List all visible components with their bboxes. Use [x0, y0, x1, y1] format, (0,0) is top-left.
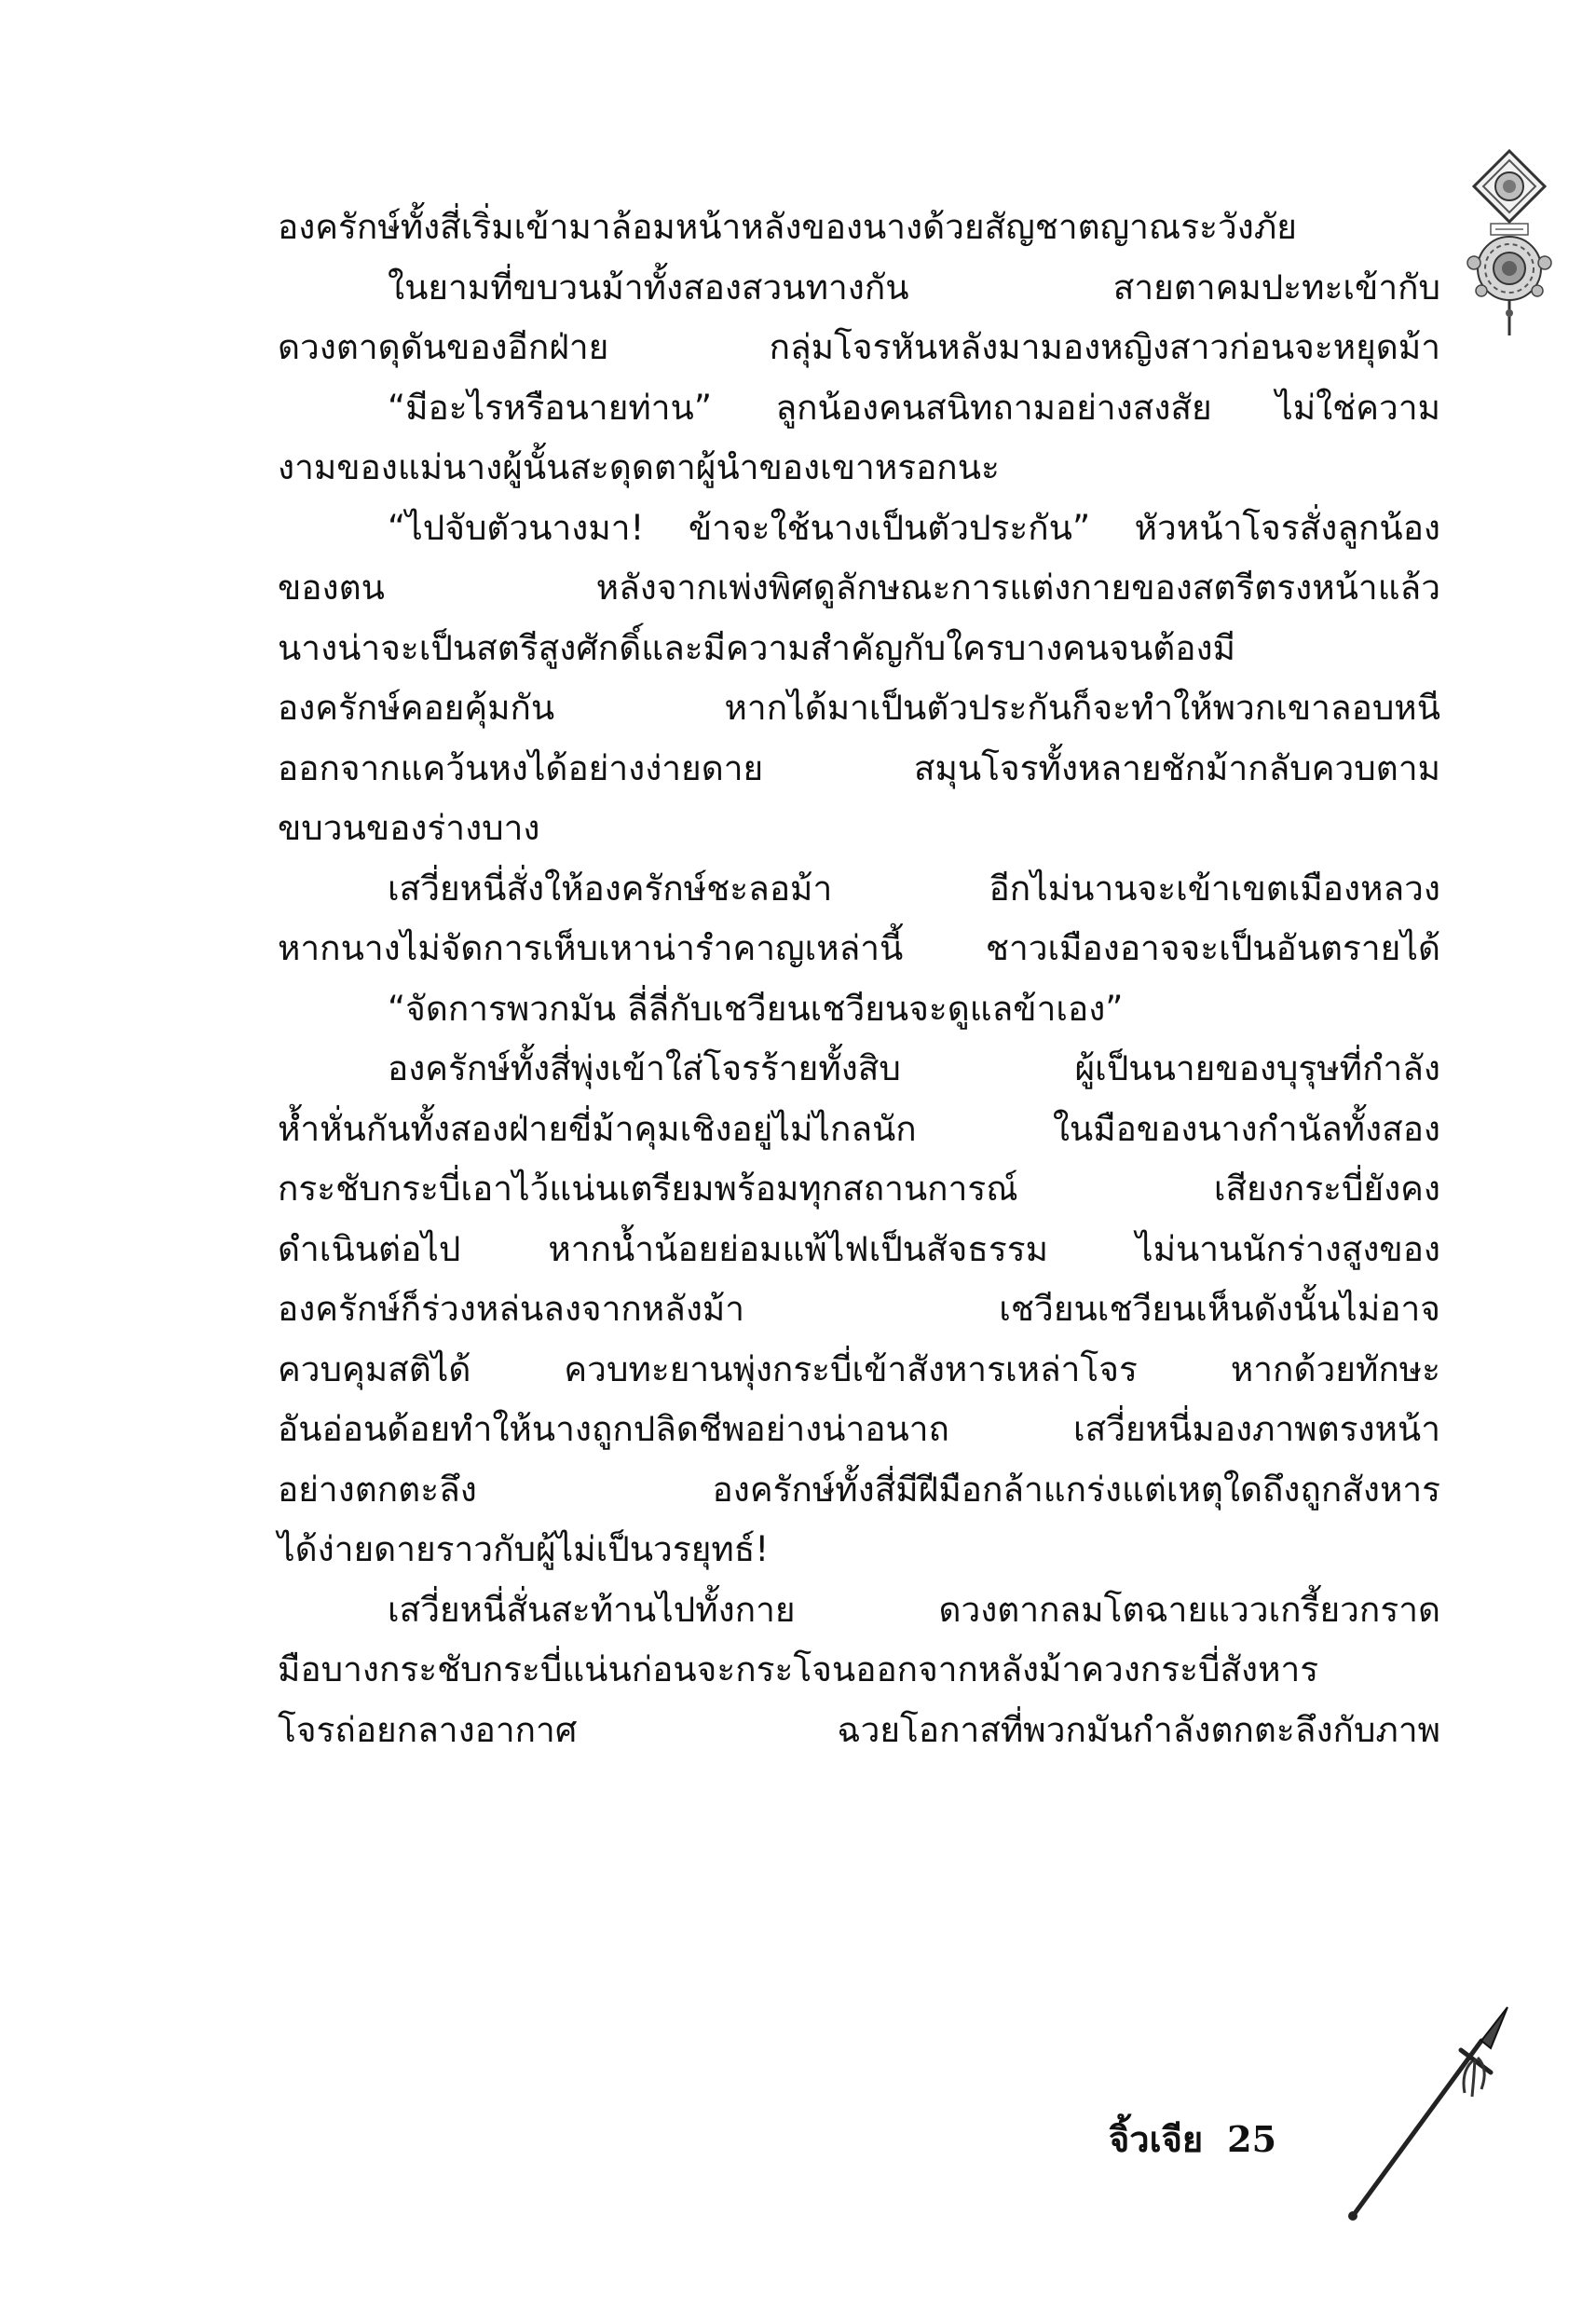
- body-line: มือบางกระชับกระบี่แน่นก่อนจะกระโจนออกจากหลังม้าควงกระบี่สังหาร: [278, 1649, 1319, 1689]
- body-line: นางน่าจะเป็นสตรีสูงศักดิ์และมีความสำคัญกับใครบางคนจนต้องมี: [278, 627, 1235, 668]
- body-line: ในยามที่ขบวนม้าทั้งสองสวนทางกัน สายตาคมปะทะเข้ากับ: [388, 267, 1440, 308]
- body-line: ขบวนของร่างบาง: [278, 808, 540, 848]
- body-line: ห้ำหั่นกันทั้งสองฝ่ายขี่ม้าคุมเชิงอยู่ไม่ไกลนัก ในมือของนางกำนัลทั้งสอง: [278, 1108, 1440, 1149]
- book-title: จิ้วเจีย: [1109, 2117, 1204, 2160]
- body-line: เสวี่ยหนี่สั่งให้องครักษ์ชะลอม้า อีกไม่นานจะเข้าเขตเมืองหลวง: [388, 868, 1440, 909]
- page-number: 25: [1227, 2117, 1277, 2160]
- body-line: โจรถ่อยกลางอากาศ ฉวยโอกาสที่พวกมันกำลังตกตะลึงกับภาพ: [278, 1709, 1440, 1750]
- body-line: ควบคุมสติได้ ควบทะยานพุ่งกระบี่เข้าสังหารเหล่าโจร หากด้วยทักษะ: [278, 1348, 1440, 1389]
- body-line: อย่างตกตะลึง องครักษ์ทั้งสี่มีฝีมือกล้าแกร่งแต่เหตุใดถึงถูกสังหาร: [278, 1469, 1440, 1510]
- body-line: ดวงตาดุดันของอีกฝ่าย กลุ่มโจรหันหลังมามองหญิงสาวก่อนจะหยุดม้า: [278, 327, 1440, 367]
- body-line: ของตน หลังจากเพ่งพิศดูลักษณะการแต่งกายของสตรีตรงหน้าแล้ว: [278, 567, 1440, 608]
- body-line: งามของแม่นางผู้นั้นสะดุดตาผู้นำของเขาหรอกนะ: [278, 447, 1000, 487]
- body-line: องครักษ์ทั้งสี่พุ่งเข้าใส่โจรร้ายทั้งสิบ ผู้เป็นนายของบุรุษที่กำลัง: [388, 1048, 1440, 1088]
- body-text: [278, 198, 1440, 1760]
- body-line: “มีอะไรหรือนายท่าน” ลูกน้องคนสนิทถามอย่างสงสัย ไม่ใช่ความ: [388, 387, 1440, 428]
- body-line: องครักษ์ทั้งสี่เริ่มเข้ามาล้อมหน้าหลังของนางด้วยสัญชาตญาณระวังภัย: [278, 207, 1297, 247]
- body-line: หากนางไม่จัดการเห็บเหาน่ารำคาญเหล่านี้ ชาวเมืองอาจจะเป็นอันตรายได้: [278, 928, 1440, 968]
- body-line: องครักษ์คอยคุ้มกัน หากได้มาเป็นตัวประกันก็จะทำให้พวกเขาลอบหนี: [278, 688, 1440, 728]
- body-line: เสวี่ยหนี่สั่นสะท้านไปทั้งกาย ดวงตากลมโตฉายแววเกรี้ยวกราด: [388, 1589, 1440, 1630]
- page-footer: [1109, 2106, 1276, 2171]
- body-line: “ไปจับตัวนางมา! ข้าจะใช้นางเป็นตัวประกัน” หัวหน้าโจรสั่งลูกน้อง: [388, 507, 1440, 548]
- body-line: ได้ง่ายดายราวกับผู้ไม่เป็นวรยุทธ์!: [278, 1529, 770, 1569]
- body-line: ดำเนินต่อไป หากน้ำน้อยย่อมแพ้ไฟเป็นสัจธรรม ไม่นานนักร่างสูงของ: [278, 1228, 1440, 1269]
- body-line: องครักษ์ก็ร่วงหล่นลงจากหลังม้า เชวียนเชวียนเห็นดังนั้นไม่อาจ: [278, 1289, 1440, 1329]
- ornamental-diamond-emblem-icon: [1463, 149, 1556, 340]
- body-line: ออกจากแคว้นหงได้อย่างง่ายดาย สมุนโจรทั้งหลายชักม้ากลับควบตาม: [278, 747, 1440, 788]
- body-line: อันอ่อนด้อยทำให้นางถูกปลิดชีพอย่างน่าอนาถ เสวี่ยหนี่มองภาพตรงหน้า: [278, 1409, 1440, 1449]
- spear-tassel-icon: [1342, 2003, 1509, 2222]
- body-line: “จัดการพวกมัน ลี่ลี่กับเชวียนเชวียนจะดูแลข้าเอง”: [388, 988, 1124, 1029]
- body-line: กระชับกระบี่เอาไว้แน่นเตรียมพร้อมทุกสถานการณ์ เสียงกระบี่ยังคง: [278, 1169, 1440, 1209]
